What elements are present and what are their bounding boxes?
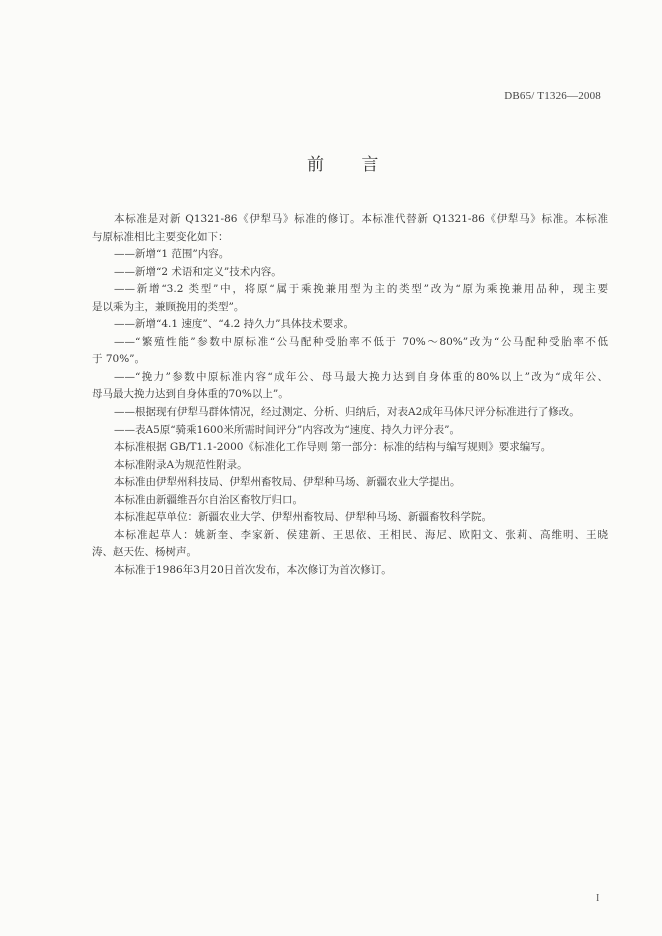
section-title: 前 言	[307, 155, 395, 175]
paragraph-line: 本标准由伊犁州科技局、伊犁州畜牧局、伊犁种马场、新疆农业大学提出。	[114, 476, 461, 489]
drafting-units	[92, 509, 608, 527]
basis-statement	[92, 439, 608, 457]
appendix-statement	[92, 457, 608, 475]
release-history	[92, 562, 608, 580]
paragraph-line: 母马最大挽力达到自身体重的70%以上”。	[92, 388, 289, 401]
change-item-table-a2	[92, 404, 608, 422]
paragraph-line: 本标准起草单位：新疆农业大学、伊犁州畜牧局、伊犁种马场、新疆畜牧科学院。	[114, 511, 492, 524]
change-item-breeding	[92, 334, 608, 369]
change-item-scope	[92, 246, 608, 264]
intro-paragraph	[92, 211, 608, 246]
proposer-statement	[92, 474, 608, 492]
change-item-speed-endurance	[92, 316, 608, 334]
document-code: DB65/ T1326—2008	[504, 90, 601, 102]
paragraph-line: ——新增“2 术语和定义”技术内容。	[114, 265, 282, 278]
paragraph-line: 本标准起草人：姚新奎、李家新、侯建新、王思依、王相民、海尼、欧阳文、张莉、高维明、王晓	[114, 528, 608, 541]
paragraph-line: ——“繁殖性能”参数中原标准“公马配种受胎率不低于 70%～80%”改为“公马配种受胎率不低	[114, 335, 608, 348]
paragraph-line: 是以乘为主，兼顾挽用的类型”。	[92, 300, 245, 313]
paragraph-line: ——新增“4.1 速度”、“4.2 持久力”具体技术要求。	[114, 318, 355, 331]
paragraph-line: ——“挽力”参数中原标准内容“成年公、母马最大挽力达到自身体重的80%以上”改为“成年公、	[114, 370, 608, 383]
paragraph-line: 本标准由新疆维吾尔自治区畜牧厅归口。	[114, 493, 303, 506]
paragraph-line: 于 70%”。	[92, 353, 146, 366]
paragraph-line: ——新增“1 范围”内容。	[114, 248, 230, 261]
paragraph-line: 本标准附录A为规范性附录。	[114, 458, 248, 471]
preface-body	[92, 211, 608, 579]
change-item-table-a5	[92, 422, 608, 440]
change-item-terms	[92, 264, 608, 282]
page-number: I	[596, 893, 600, 904]
drafters	[92, 527, 608, 562]
change-item-draft-power	[92, 369, 608, 404]
paragraph-line: 本标准是对新 Q1321-86《伊犁马》标准的修订。本标准代替新 Q1321-86《伊犁马》标准。本标准	[114, 213, 608, 225]
paragraph-line: ——新增“3.2 类型”中，将原“属于乘挽兼用型为主的类型”改为“原为乘挽兼用品种，现主要	[114, 283, 608, 296]
paragraph-line: ——表A5原“骑乘1600米所需时间评分”内容改为“速度、持久力评分表”。	[114, 423, 460, 436]
authority-statement	[92, 492, 608, 510]
paragraph-line: 本标准于1986年3月20日首次发布，本次修订为首次修订。	[114, 563, 392, 576]
paragraph-line: 与原标准相比主要变化如下：	[92, 230, 229, 243]
change-item-type	[92, 281, 608, 316]
paragraph-line: 涛、赵天佐、杨树声。	[92, 546, 197, 559]
paragraph-line: 本标准根据 GB/T1.1-2000《标准化工作导则 第一部分：标准的结构与编写规则》要求编写。	[114, 441, 552, 454]
paragraph-line: ——根据现有伊犁马群体情况，经过测定、分析、归纳后，对表A2成年马体尺评分标准进行了修改。	[114, 406, 580, 419]
